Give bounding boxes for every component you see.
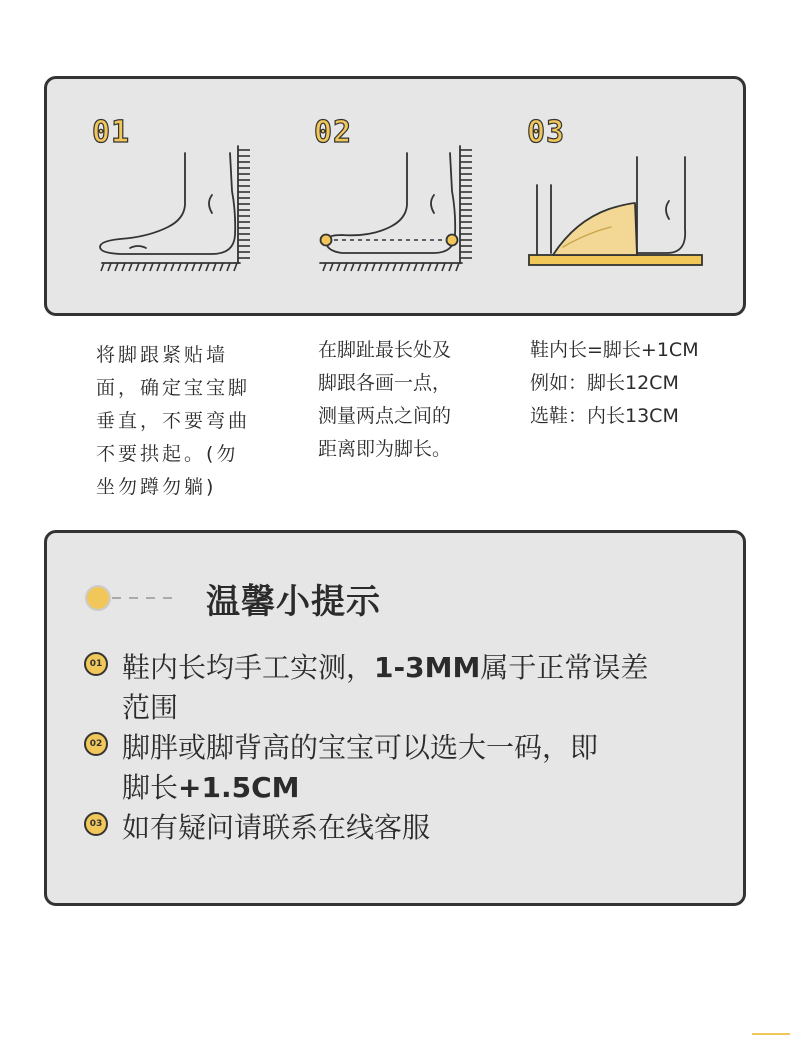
step-2-line: 在脚趾最长处及 [318,339,452,361]
step-1-line: 将脚跟紧贴墙 [96,344,229,366]
tip-2-line-2: 脚长+1.5CM [122,771,300,804]
shoe-insole-length-icon [527,145,707,275]
step-3-line: 选鞋：内长13CM [530,405,679,427]
tip-number-badge: 02 [84,732,108,756]
shoe-toe-cap [553,203,637,255]
toe-point [321,235,332,246]
tips-title: 温馨小提示 [206,582,381,622]
step-2-number: 02 [314,115,353,150]
wall-hatch [238,150,250,258]
step-3-line: 鞋内长=脚长+1CM [530,339,699,361]
foot-length-points-icon [316,145,486,275]
step-2-line: 脚跟各画一点， [318,372,452,394]
step-2-line: 距离即为脚长。 [318,438,452,460]
insole-bar [529,255,702,265]
tip-item [84,808,724,848]
step-1-line: 不要拱起。(勿 [96,443,239,465]
tip-1-line-2: 范围 [122,691,179,724]
heel-point [447,235,458,246]
step-1-line: 垂直，不要弯曲 [96,410,251,432]
tip-1-line-1: 鞋内长均手工实测，1-3MM属于正常误差 [122,651,649,684]
tip-number-badge: 03 [84,812,108,836]
step-1-line: 面，确定宝宝脚 [96,377,251,399]
step-3-number: 03 [527,115,566,150]
step-1-description [96,339,250,504]
foot-against-wall-icon [94,145,264,275]
tip-2-line-1: 脚胖或脚背高的宝宝可以选大一码，即 [122,731,599,764]
tip-item [84,648,724,728]
step-1-line: 坐勿蹲勿躺) [96,476,217,498]
step-3-line: 例如：脚长12CM [530,372,679,394]
tips-bullet-icon [84,583,184,613]
tip-item [84,728,724,808]
step-3-description [530,334,699,433]
wall-hatch [460,150,472,258]
step-1-number: 01 [92,115,131,150]
floor-hatch [323,263,459,271]
step-2-description [318,334,451,466]
corner-accent-line [752,1033,790,1035]
tip-3-line-1: 如有疑问请联系在线客服 [122,811,431,844]
floor-hatch [101,263,237,271]
tip-number-badge: 01 [84,652,108,676]
step-2-line: 测量两点之间的 [318,405,452,427]
